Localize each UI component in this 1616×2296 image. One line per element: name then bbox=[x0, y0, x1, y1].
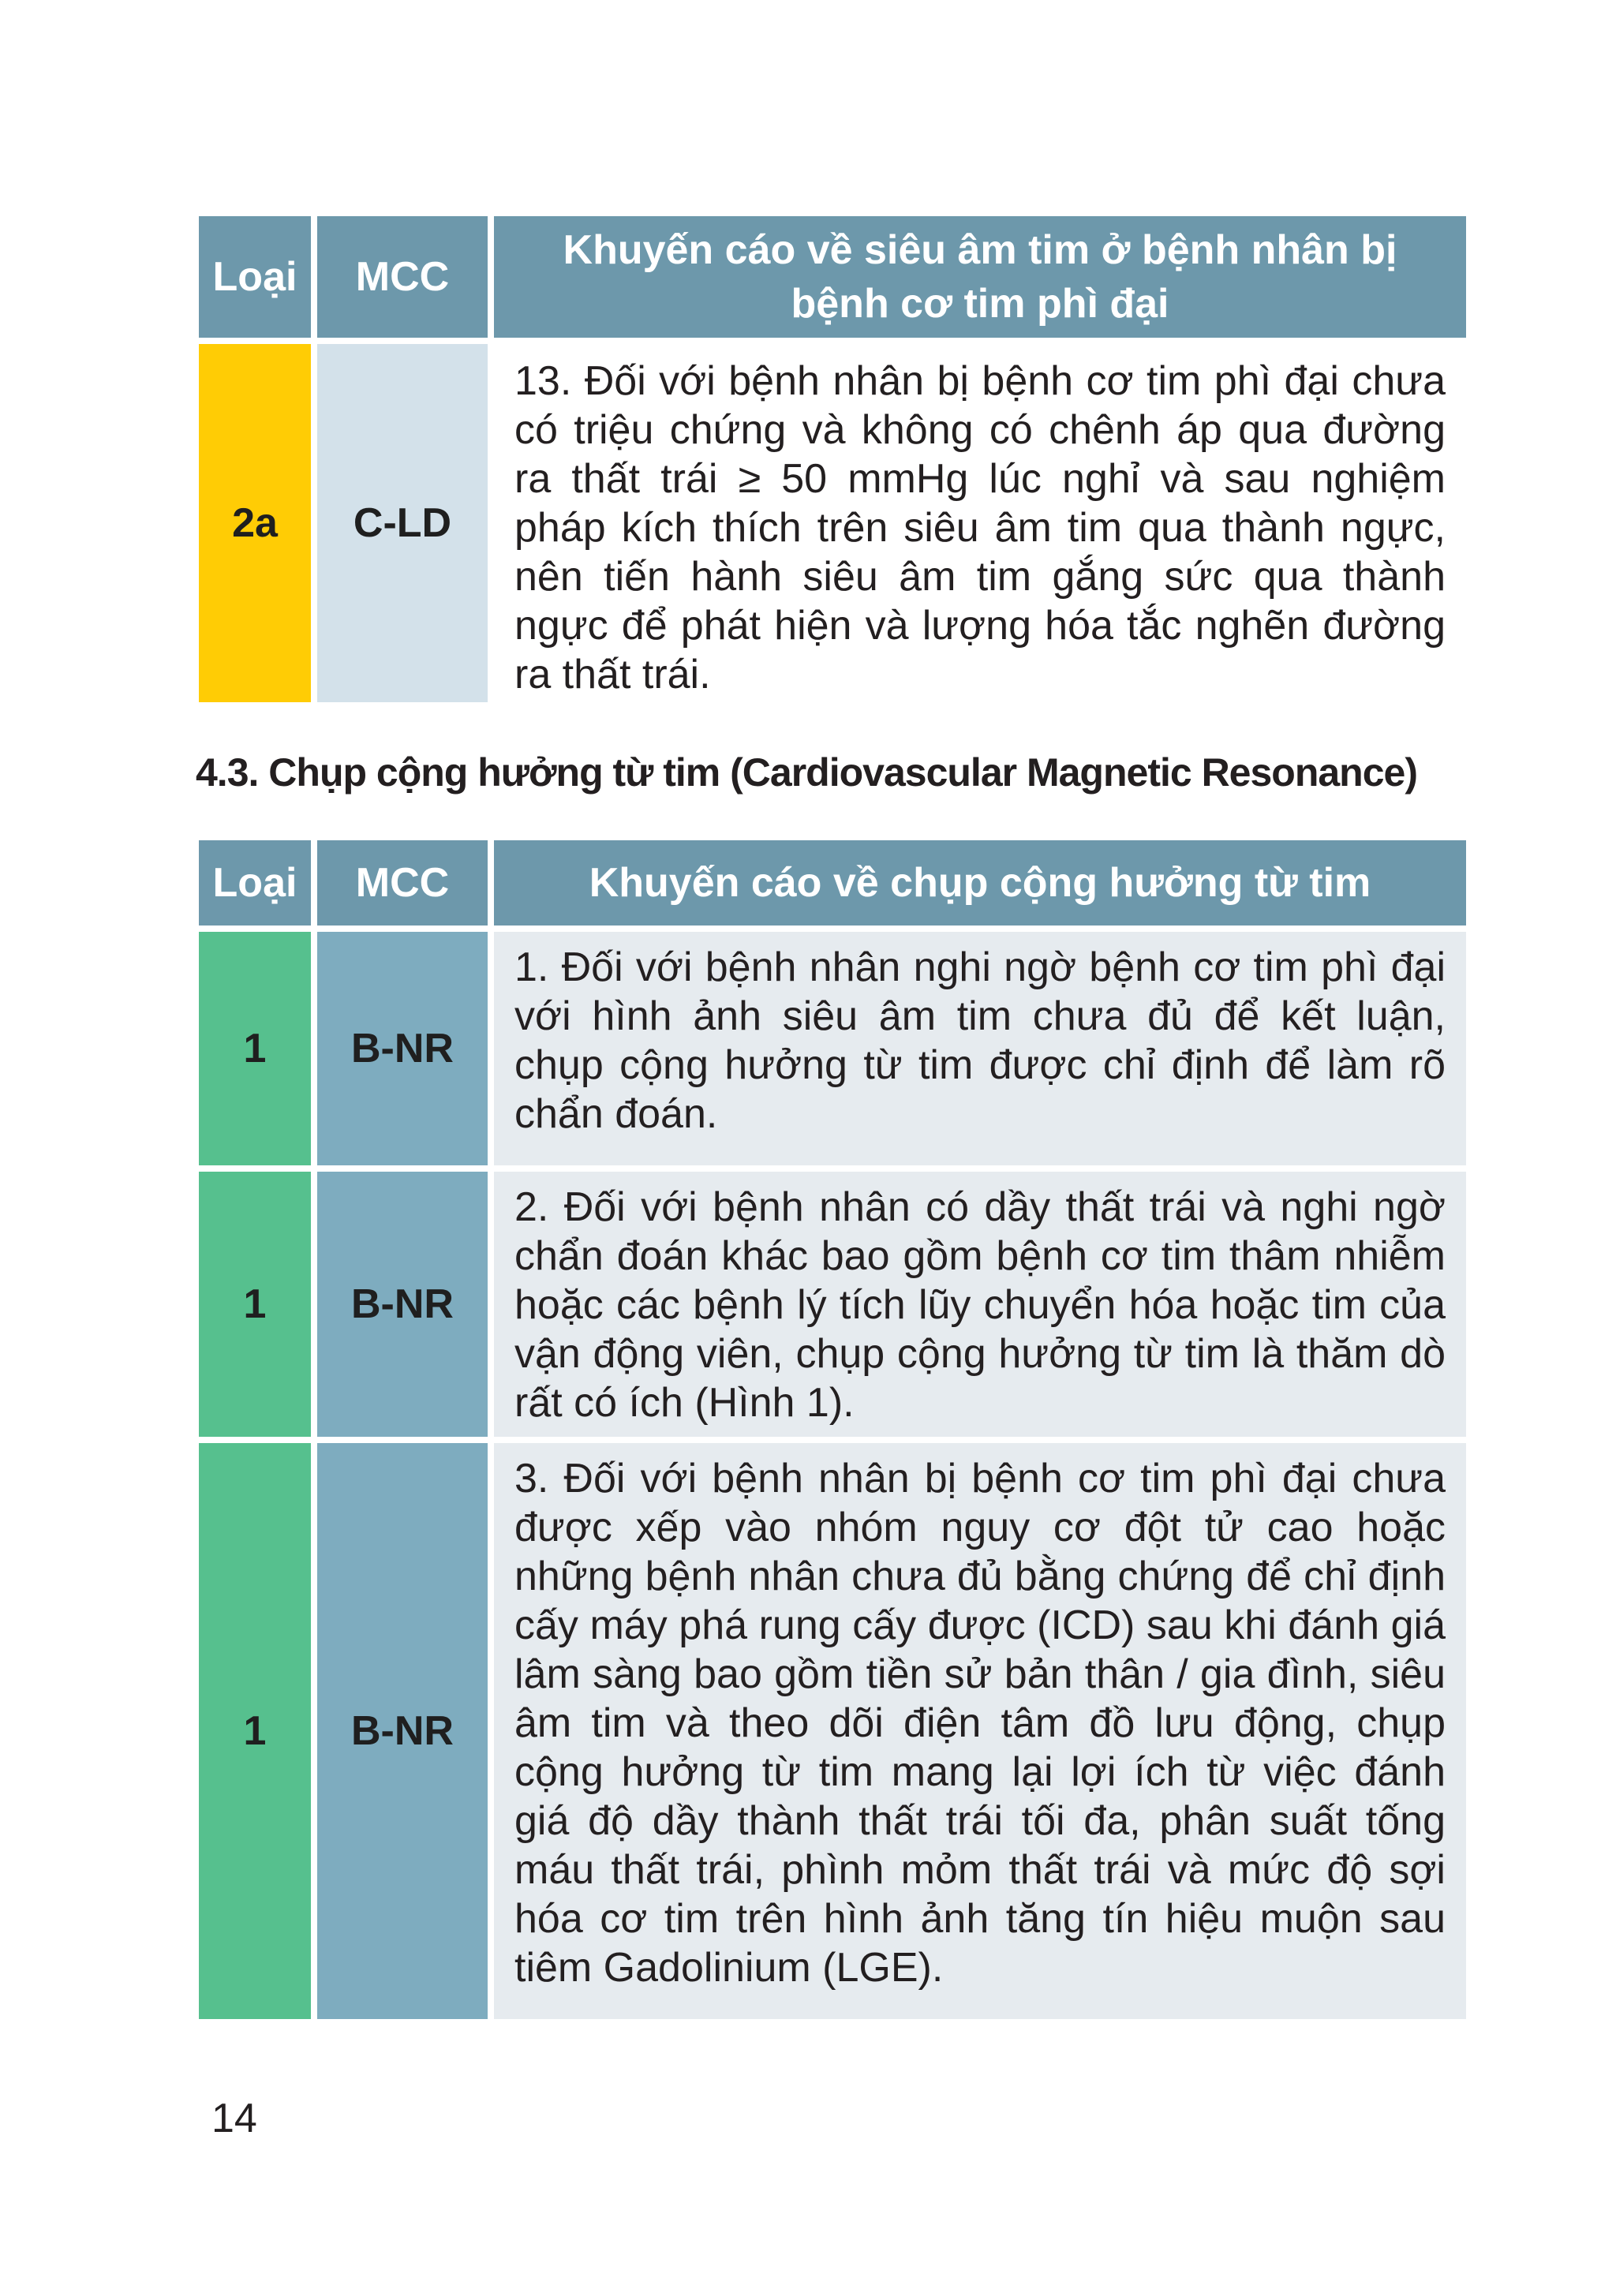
class-badge: 1 bbox=[199, 932, 311, 1165]
table-row bbox=[199, 344, 1466, 702]
class-badge: 2a bbox=[199, 344, 311, 702]
table-header-row bbox=[199, 840, 1466, 926]
header-mcc: MCC bbox=[317, 216, 488, 338]
header-recommendation: Khuyến cáo về chụp cộng hưởng từ tim bbox=[494, 840, 1466, 926]
section-heading: 4.3. Chụp cộng hưởng từ tim (Cardiovascular Magnetic Resonance) bbox=[196, 750, 1417, 795]
evidence-level: B-NR bbox=[317, 1443, 488, 2019]
header-loai: Loại bbox=[199, 216, 311, 338]
recommendation-text: 2. Đối với bệnh nhân có dầy thất trái và nghi ngờ chẩn đoán khác bao gồm bệnh cơ tim thâm nhiễm hoặc các bệnh lý tích lũy chuyển hóa hoặc tim của vận động viên, chụp cộng hưởng từ tim là thăm dò rất có ích (Hình 1). bbox=[494, 1172, 1466, 1437]
class-badge: 1 bbox=[199, 1443, 311, 2019]
recommendation-table-cmr bbox=[199, 840, 1466, 2019]
evidence-level: B-NR bbox=[317, 932, 488, 1165]
table-row bbox=[199, 1443, 1466, 2019]
table-row bbox=[199, 1172, 1466, 1437]
header-mcc: MCC bbox=[317, 840, 488, 926]
recommendation-table-echo bbox=[199, 216, 1466, 702]
recommendation-text: 3. Đối với bệnh nhân bị bệnh cơ tim phì đại chưa được xếp vào nhóm nguy cơ đột tử cao hoặc những bệnh nhân chưa đủ bằng chứng để chỉ định cấy máy phá rung cấy được (ICD) sau khi đánh giá lâm sàng bao gồm tiền sử bản thân / gia đình, siêu âm tim và theo dõi điện tâm đồ lưu động, chụp cộng hưởng từ tim mang lại lợi ích từ việc đánh giá độ dầy thành thất trái tối đa, phân suất tống máu thất trái, phình mỏm thất trái và mức độ sợi hóa cơ tim trên hình ảnh tăng tín hiệu muộn sau tiêm Gadolinium (LGE). bbox=[494, 1443, 1466, 2019]
class-badge: 1 bbox=[199, 1172, 311, 1437]
page-number: 14 bbox=[211, 2096, 257, 2141]
header-recommendation bbox=[494, 216, 1466, 338]
evidence-level: B-NR bbox=[317, 1172, 488, 1437]
table-header-row bbox=[199, 216, 1466, 338]
header-loai: Loại bbox=[199, 840, 311, 926]
header-recommendation-label: Khuyến cáo về siêu âm tim ở bệnh nhân bị bệnh cơ tim phì đại bbox=[563, 227, 1397, 327]
evidence-level: C-LD bbox=[317, 344, 488, 702]
table-row bbox=[199, 932, 1466, 1165]
recommendation-text: 13. Đối với bệnh nhân bị bệnh cơ tim phì đại chưa có triệu chứng và không có chênh áp qua đường ra thất trái ≥ 50 mmHg lúc nghỉ và sau nghiệm pháp kích thích trên siêu âm tim qua thành ngực, nên tiến hành siêu âm tim gắng sức qua thành ngực để phát hiện và lượng hóa tắc nghẽn đường ra thất trái. bbox=[494, 344, 1466, 702]
recommendation-text: 1. Đối với bệnh nhân nghi ngờ bệnh cơ tim phì đại với hình ảnh siêu âm tim chưa đủ để kết luận, chụp cộng hưởng từ tim được chỉ định để làm rõ chẩn đoán. bbox=[494, 932, 1466, 1165]
